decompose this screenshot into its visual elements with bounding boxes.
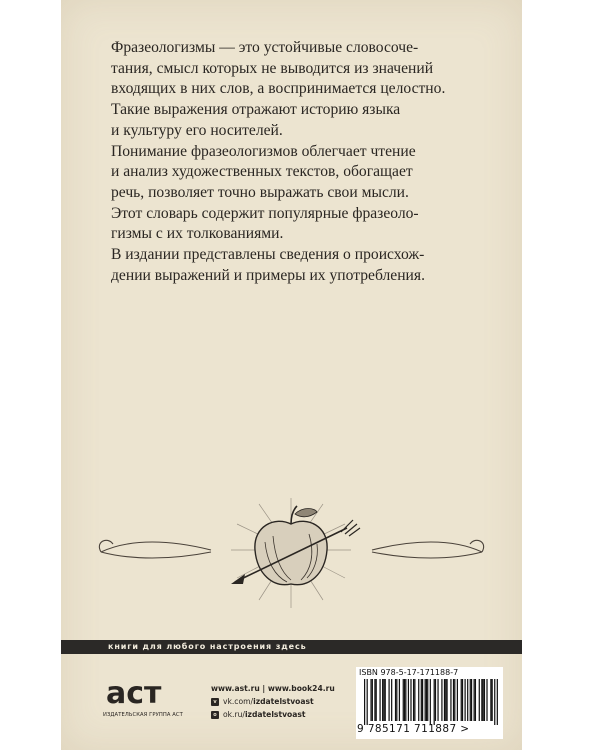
blurb-line-5: и культуру его носителей. xyxy=(111,121,283,139)
blurb-line-2: тания, смысл которых не выводится из значений xyxy=(111,59,434,77)
apple-arrow-illustration xyxy=(61,490,522,620)
barcode-bar xyxy=(454,679,455,721)
blurb-line-12: дении выражений и примеры их употребления. xyxy=(111,266,425,284)
ok-icon: o xyxy=(211,711,219,719)
barcode-bar xyxy=(479,679,480,721)
barcode-bar xyxy=(444,679,445,721)
barcode-bar xyxy=(383,679,384,721)
barcode-bar xyxy=(434,679,435,725)
barcode-bar xyxy=(484,679,485,721)
barcode-bar xyxy=(408,679,409,721)
barcode-digits: 9 785171 711887 > xyxy=(357,723,470,735)
barcode-bar xyxy=(405,679,406,721)
barcode-bar xyxy=(388,679,389,721)
barcode-bar xyxy=(364,679,365,725)
vk-link[interactable] xyxy=(223,695,314,708)
barcode-bar xyxy=(486,679,487,721)
barcode-bar xyxy=(374,679,375,721)
barcode-bar xyxy=(492,679,493,721)
blurb-line-4: Такие выражения отражают историю языка xyxy=(111,101,401,119)
barcode-bar xyxy=(414,679,415,721)
vk-icon: v xyxy=(211,698,219,706)
barcode-bar xyxy=(395,679,396,721)
blurb-line-10: гизмы с их толкованиями. xyxy=(111,225,284,243)
ok-handle: izdatelstvoast xyxy=(244,710,306,719)
annotation-text xyxy=(111,38,511,286)
blurb-line-1: Фразеологизмы — это устойчивые словосоче- xyxy=(111,39,419,56)
barcode-panel xyxy=(356,667,503,739)
ok-prefix: ok.ru/ xyxy=(223,710,245,719)
blurb-line-6: Понимание фразеологизмов облегчает чтение xyxy=(111,142,416,160)
blurb-line-9: Этот словарь содержит популярные фразеоло- xyxy=(111,204,419,222)
barcode-bar xyxy=(370,679,371,721)
website-row xyxy=(211,682,335,695)
barcode-bar xyxy=(430,679,431,725)
barcode-bar xyxy=(490,679,491,721)
barcode-bar xyxy=(413,679,414,721)
barcode-bar xyxy=(457,679,458,721)
barcode-bar xyxy=(481,679,482,721)
barcode-bar xyxy=(410,679,411,721)
left-flourish xyxy=(99,540,211,558)
barcode-bar xyxy=(403,679,404,721)
ast-logo-text: аст xyxy=(106,676,162,711)
websites-text[interactable]: www.ast.ru | www.book24.ru xyxy=(211,684,335,693)
barcode-bar xyxy=(471,679,472,721)
barcode-bar xyxy=(465,679,466,721)
barcode-bar xyxy=(425,679,426,721)
barcode-bar xyxy=(367,679,368,725)
vk-prefix: vk.com/ xyxy=(223,697,254,706)
barcode-bar xyxy=(467,679,468,721)
barcode-bar xyxy=(376,679,377,721)
barcode-bar xyxy=(404,679,405,721)
barcode-bar xyxy=(435,679,436,721)
barcode-bar xyxy=(474,679,475,721)
barcode-bar xyxy=(418,679,419,721)
barcode-bar xyxy=(422,679,423,721)
barcode-bar xyxy=(391,679,392,721)
barcode-bar xyxy=(385,679,386,721)
publisher-group-caption: ИЗДАТЕЛЬСКАЯ ГРУППА АСТ xyxy=(103,712,183,718)
ok-link[interactable] xyxy=(223,708,306,721)
blurb-line-7: и анализ художественных текстов, обогащает xyxy=(111,163,413,181)
barcode-bar xyxy=(372,679,373,721)
barcode-bar xyxy=(461,679,462,721)
vk-row xyxy=(211,695,335,708)
barcode-bar xyxy=(446,679,447,721)
isbn-text: ISBN 978-5-17-171188-7 xyxy=(359,668,459,677)
barcode-bar xyxy=(497,679,498,725)
barcode-bar xyxy=(494,679,495,725)
barcode-icon xyxy=(364,679,498,725)
barcode-bar xyxy=(475,679,476,721)
barcode-bar xyxy=(421,679,422,721)
vk-handle: izdatelstvoast xyxy=(253,697,314,706)
slogan-text: книги для любого настроения здесь xyxy=(108,642,307,651)
ok-row xyxy=(211,708,335,721)
barcode-bar xyxy=(382,679,383,721)
blurb-line-8: речь, позволяет точно выражать свои мысли. xyxy=(111,183,409,201)
barcode-bar xyxy=(462,679,463,721)
barcode-bar xyxy=(441,679,442,721)
right-flourish xyxy=(372,540,484,558)
barcode-bar xyxy=(426,679,427,721)
barcode-bar xyxy=(396,679,397,721)
publisher-links xyxy=(211,682,335,721)
barcode-bar xyxy=(483,679,484,721)
barcode-bar xyxy=(453,679,454,721)
barcode-bar xyxy=(437,679,438,721)
blurb-line-11: В издании представлены сведения о происхож- xyxy=(111,246,425,264)
apple-pierced-by-arrow-icon xyxy=(231,506,360,585)
blurb-line-3: входящих в них слов, а воспринимается целостно. xyxy=(111,80,446,98)
barcode-bar xyxy=(427,679,428,721)
barcode-bar xyxy=(470,679,471,721)
barcode-bar xyxy=(445,679,446,721)
barcode-bar xyxy=(399,679,400,721)
barcode-bar xyxy=(379,679,380,721)
barcode-bar xyxy=(450,679,451,721)
